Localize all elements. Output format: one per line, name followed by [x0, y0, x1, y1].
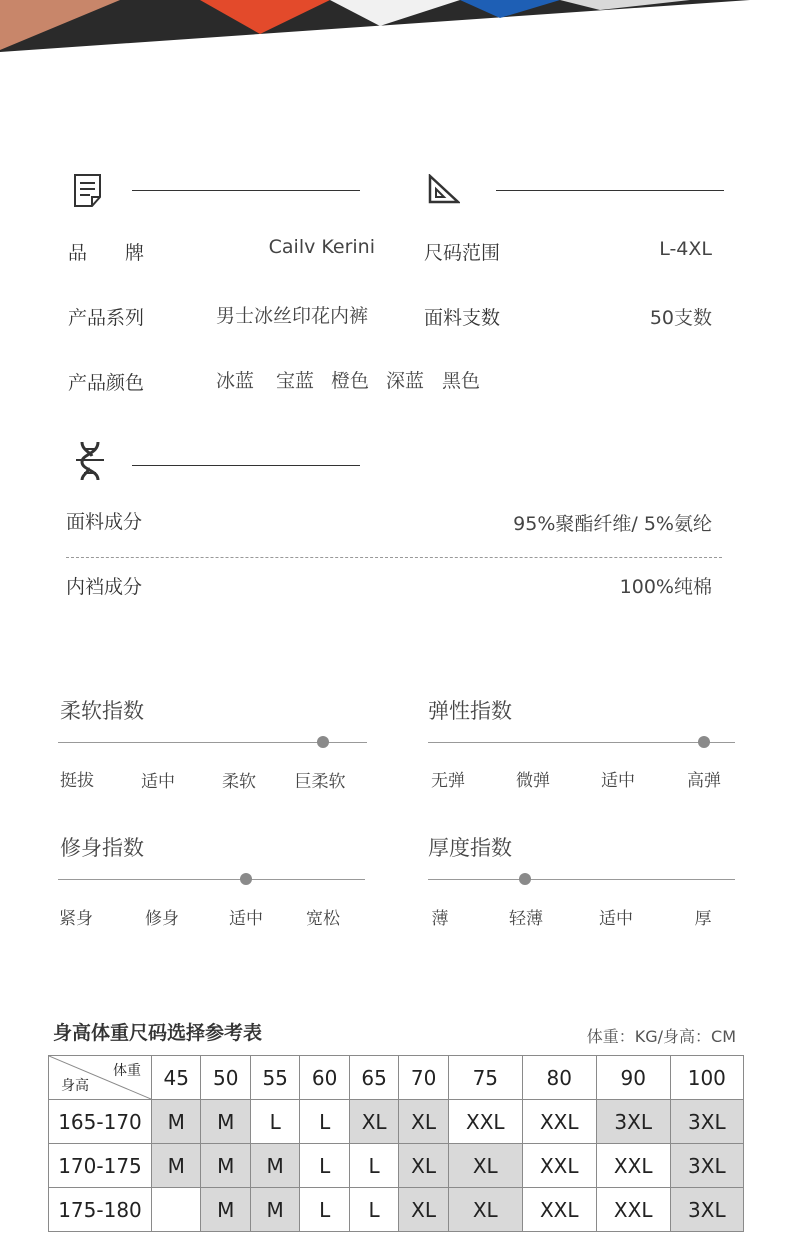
- size-range-value: L-4XL: [659, 238, 712, 260]
- fabric-composition-value: 95%聚酯纤维/ 5%氨纶: [513, 513, 712, 535]
- thickness-level: 适中: [599, 909, 633, 929]
- dashed-divider: [66, 557, 722, 558]
- size-cell: XL: [399, 1188, 448, 1232]
- weight-header: 60: [300, 1056, 349, 1100]
- color-value-1: 冰蓝: [216, 370, 255, 392]
- softness-level: 柔软: [222, 772, 256, 792]
- size-cell: XXL: [522, 1188, 596, 1232]
- weight-header: 100: [670, 1056, 743, 1100]
- thickness-level: 薄: [431, 909, 449, 929]
- weight-header: 55: [250, 1056, 299, 1100]
- softness-level: 巨柔软: [294, 772, 346, 792]
- height-cell: 170-175: [49, 1144, 152, 1188]
- table-header-row: [49, 1056, 744, 1100]
- size-chart-title: 身高体重尺码选择参考表: [53, 1022, 263, 1044]
- softness-level: 挺拔: [60, 771, 94, 791]
- size-cell: M: [250, 1144, 299, 1188]
- table-row: [49, 1188, 744, 1232]
- fit-level: 紧身: [59, 909, 93, 929]
- elasticity-level: 无弹: [431, 771, 465, 791]
- size-cell: XXL: [448, 1100, 522, 1144]
- fit-index-marker: [240, 873, 252, 885]
- dna-fiber-icon: [72, 440, 108, 482]
- fabric-composition-label: 面料成分: [66, 511, 143, 533]
- table-row: [49, 1100, 744, 1144]
- size-cell: XXL: [596, 1188, 670, 1232]
- section-divider: [132, 465, 360, 466]
- brand-label: 品 牌: [68, 242, 145, 264]
- size-cell: XXL: [596, 1144, 670, 1188]
- table-corner-cell: [49, 1056, 152, 1100]
- weight-header: 75: [448, 1056, 522, 1100]
- ruler-triangle-icon: [428, 174, 460, 204]
- brand-value: Cailv Kerini: [268, 236, 375, 258]
- size-cell: M: [152, 1100, 201, 1144]
- fit-level: 修身: [145, 909, 179, 929]
- elasticity-index-title: 弹性指数: [428, 699, 512, 723]
- size-cell: XL: [448, 1188, 522, 1232]
- weight-header: 80: [522, 1056, 596, 1100]
- thickness-level: 轻薄: [509, 909, 543, 929]
- thickness-index-track: [428, 879, 735, 880]
- corner-weight-label: 体重: [113, 1063, 141, 1079]
- thickness-level: 厚: [694, 909, 712, 929]
- color-value-5: 黑色: [442, 370, 481, 392]
- crotch-composition-label: 内裆成分: [66, 576, 143, 598]
- size-cell: M: [152, 1144, 201, 1188]
- thickness-index-marker: [519, 873, 531, 885]
- size-cell: XL: [448, 1144, 522, 1188]
- color-label: 产品颜色: [68, 372, 145, 394]
- series-label: 产品系列: [68, 307, 145, 329]
- size-chart-unit-note: 体重：KG/身高：CM: [586, 1027, 736, 1046]
- size-cell: XL: [399, 1100, 448, 1144]
- product-banner-image: [0, 0, 790, 60]
- height-cell: 175-180: [49, 1188, 152, 1232]
- size-cell: 3XL: [670, 1188, 743, 1232]
- elasticity-level: 高弹: [687, 771, 721, 791]
- elasticity-level: 适中: [601, 771, 635, 791]
- table-row: [49, 1144, 744, 1188]
- elasticity-index-marker: [698, 736, 710, 748]
- softness-level: 适中: [141, 772, 175, 792]
- size-cell: 3XL: [670, 1100, 743, 1144]
- size-cell: XXL: [522, 1100, 596, 1144]
- thickness-index-title: 厚度指数: [428, 836, 512, 860]
- size-chart-table: [48, 1055, 744, 1232]
- size-cell: 3XL: [596, 1100, 670, 1144]
- height-cell: 165-170: [49, 1100, 152, 1144]
- size-cell: XL: [399, 1144, 448, 1188]
- yarn-count-label: 面料支数: [424, 307, 501, 329]
- section-divider: [496, 190, 724, 191]
- weight-header: 65: [349, 1056, 398, 1100]
- series-value: 男士冰丝印花内裤: [216, 305, 369, 327]
- size-range-label: 尺码范围: [424, 242, 501, 264]
- corner-height-label: 身高: [61, 1078, 89, 1094]
- document-icon: [72, 173, 104, 209]
- size-cell: L: [300, 1188, 349, 1232]
- color-value-2: 宝蓝: [276, 370, 315, 392]
- weight-header: 90: [596, 1056, 670, 1100]
- size-cell: [152, 1188, 201, 1232]
- weight-header: 45: [152, 1056, 201, 1100]
- size-cell: XXL: [522, 1144, 596, 1188]
- size-cell: L: [349, 1188, 398, 1232]
- size-cell: L: [250, 1100, 299, 1144]
- weight-header: 70: [399, 1056, 448, 1100]
- yarn-count-value: 50支数: [649, 307, 712, 329]
- size-cell: L: [300, 1100, 349, 1144]
- size-cell: M: [201, 1144, 250, 1188]
- size-cell: XL: [349, 1100, 398, 1144]
- fit-index-track: [58, 879, 365, 880]
- size-cell: M: [250, 1188, 299, 1232]
- weight-header: 50: [201, 1056, 250, 1100]
- fit-level: 适中: [229, 909, 263, 929]
- section-divider: [132, 190, 360, 191]
- elasticity-level: 微弹: [516, 771, 550, 791]
- size-cell: L: [349, 1144, 398, 1188]
- color-value-4: 深蓝: [386, 370, 425, 392]
- size-cell: M: [201, 1100, 250, 1144]
- fit-index-title: 修身指数: [60, 836, 144, 860]
- fit-level: 宽松: [306, 909, 340, 929]
- crotch-composition-value: 100%纯棉: [619, 576, 712, 598]
- elasticity-index-track: [428, 742, 735, 743]
- size-cell: M: [201, 1188, 250, 1232]
- color-value-3: 橙色: [331, 370, 370, 392]
- size-cell: 3XL: [670, 1144, 743, 1188]
- size-cell: L: [300, 1144, 349, 1188]
- softness-index-marker: [317, 736, 329, 748]
- softness-index-title: 柔软指数: [60, 699, 144, 723]
